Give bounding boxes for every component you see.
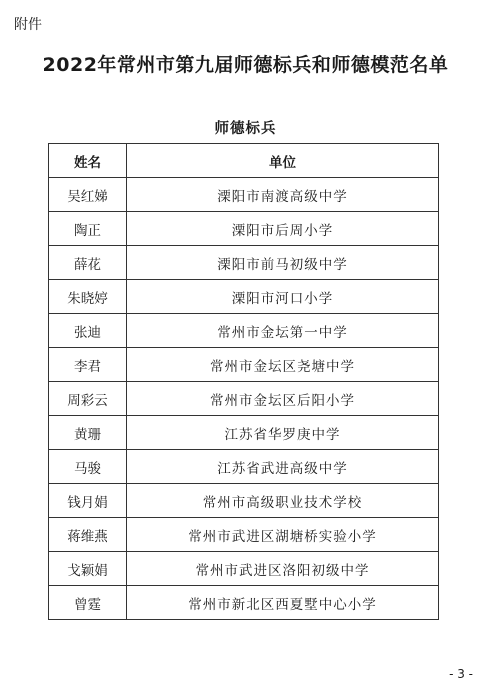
cell-name: 薛花	[49, 246, 127, 280]
honoree-table	[48, 143, 439, 620]
document-title: 2022年常州市第九届师德标兵和师德模范名单	[42, 54, 449, 76]
page-number: - 3 -	[449, 667, 473, 681]
cell-unit: 常州市高级职业技术学校	[127, 484, 439, 518]
section-title: 师德标兵	[214, 121, 277, 137]
table-row	[49, 518, 439, 552]
cell-unit: 常州市新北区西夏墅中心小学	[127, 586, 439, 620]
cell-name: 周彩云	[49, 382, 127, 416]
column-header-unit: 单位	[127, 144, 439, 178]
cell-name: 张迪	[49, 314, 127, 348]
table-row	[49, 178, 439, 212]
cell-name: 陶正	[49, 212, 127, 246]
cell-unit: 常州市金坛区后阳小学	[127, 382, 439, 416]
cell-name: 黄珊	[49, 416, 127, 450]
table-row	[49, 552, 439, 586]
column-header-name: 姓名	[49, 144, 127, 178]
cell-unit: 溧阳市河口小学	[127, 280, 439, 314]
table-row	[49, 348, 439, 382]
cell-name: 马骏	[49, 450, 127, 484]
cell-unit: 江苏省华罗庚中学	[127, 416, 439, 450]
cell-unit: 常州市武进区洛阳初级中学	[127, 552, 439, 586]
table-row	[49, 212, 439, 246]
cell-name: 戈颖娟	[49, 552, 127, 586]
table-row	[49, 586, 439, 620]
table-row	[49, 382, 439, 416]
table-row	[49, 450, 439, 484]
table-row	[49, 416, 439, 450]
table-header-row	[49, 144, 439, 178]
cell-name: 李君	[49, 348, 127, 382]
table-row	[49, 314, 439, 348]
cell-unit: 溧阳市前马初级中学	[127, 246, 439, 280]
cell-name: 蒋维燕	[49, 518, 127, 552]
cell-name: 钱月娟	[49, 484, 127, 518]
cell-unit: 溧阳市南渡高级中学	[127, 178, 439, 212]
cell-unit: 溧阳市后周小学	[127, 212, 439, 246]
table-row	[49, 280, 439, 314]
cell-name: 朱晓婷	[49, 280, 127, 314]
cell-unit: 常州市金坛第一中学	[127, 314, 439, 348]
cell-unit: 常州市武进区湖塘桥实验小学	[127, 518, 439, 552]
cell-name: 吴红娣	[49, 178, 127, 212]
table-body	[49, 178, 439, 620]
table-row	[49, 484, 439, 518]
cell-unit: 江苏省武进高级中学	[127, 450, 439, 484]
cell-unit: 常州市金坛区尧塘中学	[127, 348, 439, 382]
table-row	[49, 246, 439, 280]
cell-name: 曾霆	[49, 586, 127, 620]
attachment-label: 附件	[14, 17, 42, 33]
